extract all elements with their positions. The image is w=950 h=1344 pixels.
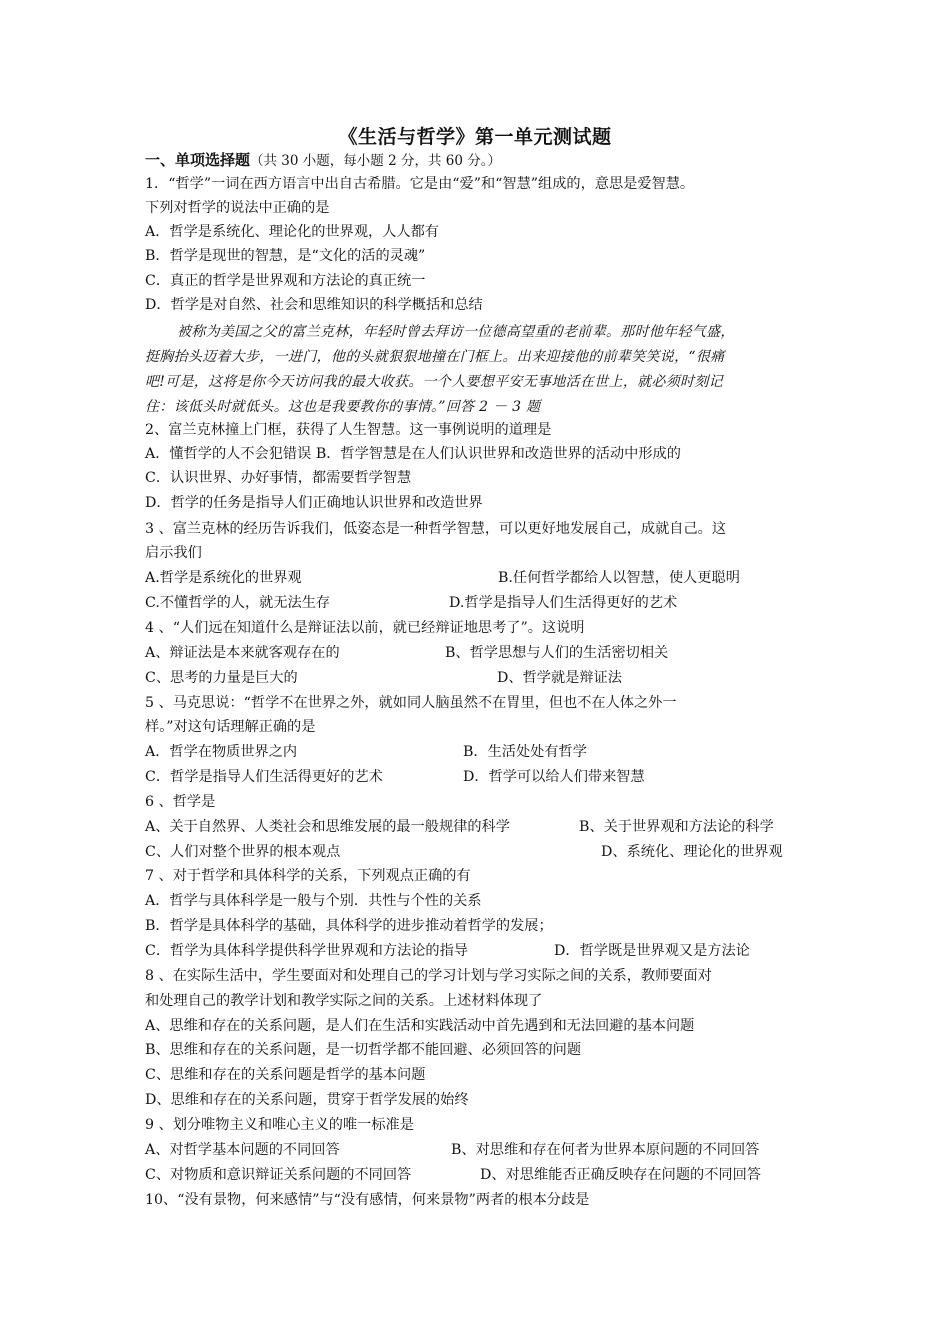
q7-option-a: A．哲学与具体科学是一般与个别．共性与个性的关系 [145,893,482,909]
q8-option-b: B、思维和存在的关系问题，是一切哲学都不能回避、必须回答的问题 [145,1042,582,1058]
section-heading: 一、单项选择题 [145,151,251,169]
q6-option-d: D、系统化、理论化的世界观 [601,844,783,860]
section-note: （共 30 小题，每小题 2 分，共 60 分。） [250,153,501,169]
q8-option-c: C、思维和存在的关系问题是哲学的基本问题 [145,1067,426,1083]
q1-option-d: D．哲学是对自然、社会和思维知识的科学概括和总结 [145,297,483,313]
q7-stem: 7 、对于哲学和具体科学的关系，下列观点正确的有 [145,868,471,884]
q7-option-c: C．哲学为具体科学提供科学世界观和方法论的指导 [145,943,468,959]
q6-option-c: C、人们对整个世界的根本观点 [145,844,341,860]
q2-options-ab: A．懂哲学的人不会犯错误 B．哲学智慧是在人们认识世界和改造世界的活动中形成的 [145,446,681,462]
q9-option-b: B、对思维和存在何者为世界本原问题的不同回答 [451,1142,760,1158]
q1-stem-line2: 下列对哲学的说法中正确的是 [145,200,330,216]
q1-stem-line1: 1．“哲学”一词在西方语言中出自古希腊。它是由“爱”和“智慧”组成的，意思是爱智慧。 [145,176,695,192]
q7-option-b: B．哲学是具体科学的基础，具体科学的进步推动着哲学的发展； [145,918,553,934]
q4-option-a: A、辩证法是本来就客观存在的 [145,645,340,661]
q5-option-a: A．哲学在物质世界之内 [145,744,298,760]
q3-stem-line1: 3 、富兰克林的经历告诉我们，低姿态是一种哲学智慧，可以更好地发展自己，成就自己。这 [145,521,727,537]
q4-option-c: C、思考的力量是巨大的 [145,670,298,686]
passage-line1: 被称为美国之父的富兰克林，年轻时曾去拜访一位德高望重的老前辈。那时他年轻气盛， [177,324,735,340]
q9-option-d: D、对思维能否正确反映存在问题的不同回答 [480,1167,761,1183]
q1-option-a: A．哲学是系统化、理论化的世界观，人人都有 [145,224,439,240]
q8-stem-line2: 和处理自己的教学计划和教学实际之间的关系。上述材料体现了 [145,993,543,1009]
q3-option-c: C.不懂哲学的人，就无法生存 [145,595,331,611]
q3-option-b: B.任何哲学都给人以智慧，使人更聪明 [498,570,740,586]
q8-option-a: A、思维和存在的关系问题，是人们在生活和实践活动中首先遇到和无法回避的基本问题 [145,1018,695,1034]
q2-stem: 2、富兰克林撞上门框，获得了人生智慧。这一事例说明的道理是 [145,422,552,438]
q5-option-c: C．哲学是指导人们生活得更好的艺术 [145,769,383,785]
section-heading-row [145,150,501,171]
q7-option-d: D．哲学既是世界观又是方法论 [554,943,750,959]
q9-option-a: A、对哲学基本问题的不同回答 [145,1142,340,1158]
q5-option-b: B．生活处处有哲学 [463,744,587,760]
q6-option-a: A、关于自然界、人类社会和思维发展的最一般规律的科学 [145,819,510,835]
q3-option-a: A.哲学是系统化的世界观 [145,570,302,586]
q1-option-b: B．哲学是现世的智慧，是“文化的活的灵魂” [145,248,426,264]
q6-option-b: B、关于世界观和方法论的科学 [579,819,774,835]
q4-stem: 4 、“人们远在知道什么是辩证法以前，就已经辩证地思考了”。这说明 [145,620,585,636]
q2-option-d: D．哲学的任务是指导人们正确地认识世界和改造世界 [145,495,483,511]
passage-line3: 吧!可是，这将是你今天访问我的最大收获。一个人要想平安无事地活在世上，就必须时刻记 [145,374,723,390]
passage-line4: 住：该低头时就低头。这也是我要教你的事情。”回答 2 － 3 题 [145,399,541,415]
q2-option-c: C．认识世界、办好事情，都需要哲学智慧 [145,470,412,486]
q3-stem-line2: 启示我们 [145,545,202,561]
page-title: 《生活与哲学》第一单元测试题 [338,126,612,148]
q5-option-d: D．哲学可以给人们带来智慧 [463,769,645,785]
q5-stem-line2: 样。”对这句话理解正确的是 [145,719,316,735]
q8-stem-line1: 8 、在实际生活中，学生要面对和处理自己的学习计划与学习实际之间的关系，教师要面对 [145,968,712,984]
q9-option-c: C、对物质和意识辩证关系问题的不同回答 [145,1167,412,1183]
q10-stem: 10、“没有景物，何来感情”与“没有感情，何来景物”两者的根本分歧是 [145,1192,590,1208]
q3-option-d: D.哲学是指导人们生活得更好的艺术 [449,595,678,611]
q8-option-d: D、思维和存在的关系问题，贯穿于哲学发展的始终 [145,1092,469,1108]
q4-option-b: B、哲学思想与人们的生活密切相关 [445,645,669,661]
q4-option-d: D、哲学就是辩证法 [497,670,622,686]
q9-stem: 9 、划分唯物主义和唯心主义的唯一标准是 [145,1117,414,1133]
q6-stem: 6 、哲学是 [145,794,216,810]
passage-line2: 挺胸抬头迈着大步，一进门，他的头就狠狠地撞在门框上。出来迎接他的前辈笑笑说，“很痛 [145,349,725,365]
q1-option-c: C．真正的哲学是世界观和方法论的真正统一 [145,273,426,289]
q5-stem-line1: 5 、马克思说：“哲学不在世界之外，就如同人脑虽然不在胃里，但也不在人体之外一 [145,695,677,711]
